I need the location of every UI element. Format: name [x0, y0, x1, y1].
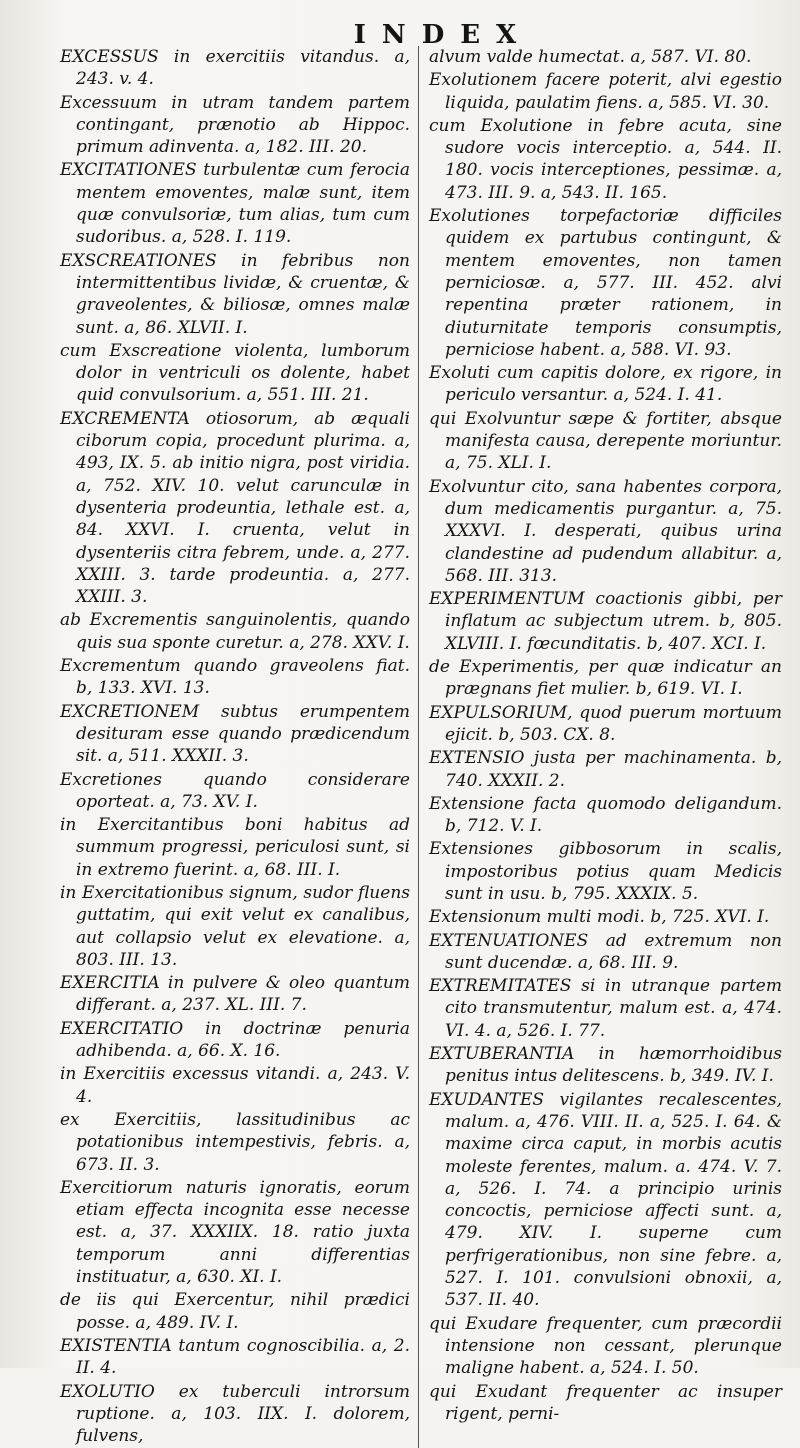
index-entry: EXCRETIONEM subtus erumpentem desituram esse quando prædicendum sit. a, 511. XXXII. 3. — [60, 701, 410, 767]
index-entry: Excessuum in utram tandem partem contingant, prænotio ab Hippoc. primum adinventa. a, 182. III. 20. — [60, 92, 410, 158]
running-head: INDEX — [353, 20, 533, 50]
index-entry: Exolutionem facere poterit, alvi egestio liquida, paulatim fiens. a, 585. VI. 30. — [429, 70, 782, 113]
index-entry: qui Exudant frequenter ac insuper rigent, perni- — [429, 1381, 782, 1424]
index-entry: Extensione facta quomodo deligandum. b, 712. V. I. — [429, 793, 782, 837]
index-entry: Exolvuntur cito, sana habentes corpora, dum medicamentis purgantur. a, 75. XXXVI. I. desperati, quibus urina clandestine ad pudendum allabitur. a, 568. III. 313. — [429, 476, 782, 586]
index-entry: Excrementum quando graveolens fiat. b, 133. XVI. 13. — [60, 656, 410, 699]
index-entry: EXTENSIO justa per machinamenta. b, 740. XXXII. 2. — [429, 748, 782, 791]
index-entry: EXCESSUS in exercitiis vitandus. a, 243. v. 4. — [60, 47, 410, 90]
index-entry: ex Exercitiis, lassitudinibus ac potationibus intempestivis, febris. a, 673. II. 3. — [60, 1109, 410, 1175]
index-entry: EXISTENTIA tantum cognoscibilia. a, 2. II. 4. — [60, 1335, 410, 1379]
index-entry: EXERCITIA in pulvere & oleo quantum differant. a, 237. XL. III. 7. — [60, 973, 410, 1016]
index-entry: Excretiones quando considerare oporteat. a, 73. XV. I. — [60, 769, 410, 812]
index-entry: EXTENUATIONES ad extremum non sunt ducendæ. a, 68. III. 9. — [429, 930, 782, 973]
index-entry: ab Excrementis sanguinolentis, quando quis sua sponte curetur. a, 278. XXV. I. — [60, 610, 410, 653]
index-entry: qui Exudare frequenter, cum præcordii intensione non cessant, plerunque maligne habent. a, 524. I. 50. — [429, 1313, 782, 1379]
index-entry: EXPULSORIUM, quod puerum mortuum ejicit. b, 503. CX. 8. — [429, 702, 782, 745]
index-entry: EXCREMENTA otiosorum, ab æquali ciborum copia, procedunt plurima. a, 493, IX. 5. ab initio nigra, post viridia. a, 752. XIV. 10. velut carunculæ in dysenteria prodeuntia, lethale est. a, 84. XXVI. I. cruenta, velut in dysenteriis citra febrem, unde. a, 277. XXIII. 3. tarde prodeuntia. a, 277. XXIII. 3. — [60, 408, 410, 608]
index-entry: EXUDANTES vigilantes recalescentes, malum. a, 476. VIII. II. a, 525. I. 64. & maxime circa caput, in morbis acutis moleste ferentes, malum. a. 474. V. 7. a, 526. I. 74. a principio urinis concoctis, perniciose affecti sunt. a, 479. XIV. I. superne cum perfrigerationibus, non sine febre. a, 527. I. 101. convulsioni obnoxii, a, 537. II. 40. — [429, 1089, 782, 1311]
index-entry: Exolutiones torpefactoriæ difficiles quidem ex partubus contingunt, & mentem emoventes, non tamen perniciosæ. a, 577. III. 452. alvi repentina præter rationem, in diuturnitate temporis consumptis, perniciose habent. a, 588. VI. 93. — [429, 206, 782, 360]
index-entry: alvum valde humectat. a, 587. VI. 80. — [429, 47, 752, 67]
index-entry: EXPERIMENTUM coactionis gibbi, per inflatum ac subjectum utrem. b, 805. XLVIII. I. fœcunditatis. b, 407. XCI. I. — [429, 589, 782, 654]
left-column — [60, 46, 418, 1448]
index-entry: cum Exolutione in febre acuta, sine sudore vocis interceptio. a, 544. II. 180. vocis interceptiones, pessimæ. a, 473. III. 9. a, 543. II. 165. — [429, 115, 782, 203]
index-entry: Exercitiorum naturis ignoratis, eorum etiam effecta incognita esse necesse est. a, 37. XXXIIX. 18. ratio juxta temporum anni differentias instituatur, a, 630. XI. I. — [60, 1177, 410, 1288]
index-entry: Extensiones gibbosorum in scalis, impostoribus potius quam Medicis sunt in usu. b, 795. XXXIX. 5. — [429, 839, 782, 904]
index-columns — [60, 46, 786, 1448]
index-entry: EXTUBERANTIA in hæmorrhoidibus penitus intus delitescens. b, 349. IV. I. — [429, 1044, 782, 1087]
index-entry: EXCITATIONES turbulentæ cum ferocia mentem emoventes, malæ sunt, item quæ convulsoriæ, tum alias, tum cum sudoribus. a, 528. I. 119. — [60, 160, 410, 248]
index-entry: cum Exscreatione violenta, lumborum dolor in ventriculi os dolente, habet quid convulsorium. a, 551. III. 21. — [60, 340, 410, 406]
index-entry: in Exercitationibus signum, sudor fluens guttatim, qui exit velut ex canalibus, aut collapsio velut ex elevatione. a, 803. III. 13. — [60, 882, 410, 970]
index-entry: de iis qui Exercentur, nihil prædici posse. a, 489. IV. I. — [60, 1290, 410, 1333]
index-entry: EXOLUTIO ex tuberculi introrsum ruptione. a, 103. IIX. I. dolorem, fulvens, — [60, 1381, 410, 1447]
index-entry: in Exercitantibus boni habitus ad summum progressi, periculosi sunt, si in extremo fuerint. a, 68. III. I. — [60, 815, 410, 880]
right-column — [418, 46, 782, 1448]
index-entry: qui Exolvuntur sæpe & fortiter, absque manifesta causa, derepente moriuntur. a, 75. XLI. I. — [429, 408, 782, 474]
index-entry: EXTREMITATES si in utranque partem cito transmutentur, malum est. a, 474. VI. 4. a, 526. I. 77. — [429, 976, 782, 1041]
index-entry: Extensionum multi modi. b, 725. XVI. I. — [429, 907, 770, 928]
index-entry: Exoluti cum capitis dolore, ex rigore, in periculo versantur. a, 524. I. 41. — [429, 363, 782, 406]
index-entry: EXSCREATIONES in febribus non intermittentibus lividæ, & cruentæ, & graveolentes, & biliosæ, omnes malæ sunt. a, 86. XLVII. I. — [60, 250, 410, 338]
index-entry: EXERCITATIO in doctrinæ penuria adhibenda. a, 66. X. 16. — [60, 1018, 410, 1062]
index-entry: de Experimentis, per quæ indicatur an prægnans fiet mulier. b, 619. VI. I. — [429, 657, 782, 700]
index-entry: in Exercitiis excessus vitandi. a, 243. V. 4. — [60, 1064, 410, 1107]
